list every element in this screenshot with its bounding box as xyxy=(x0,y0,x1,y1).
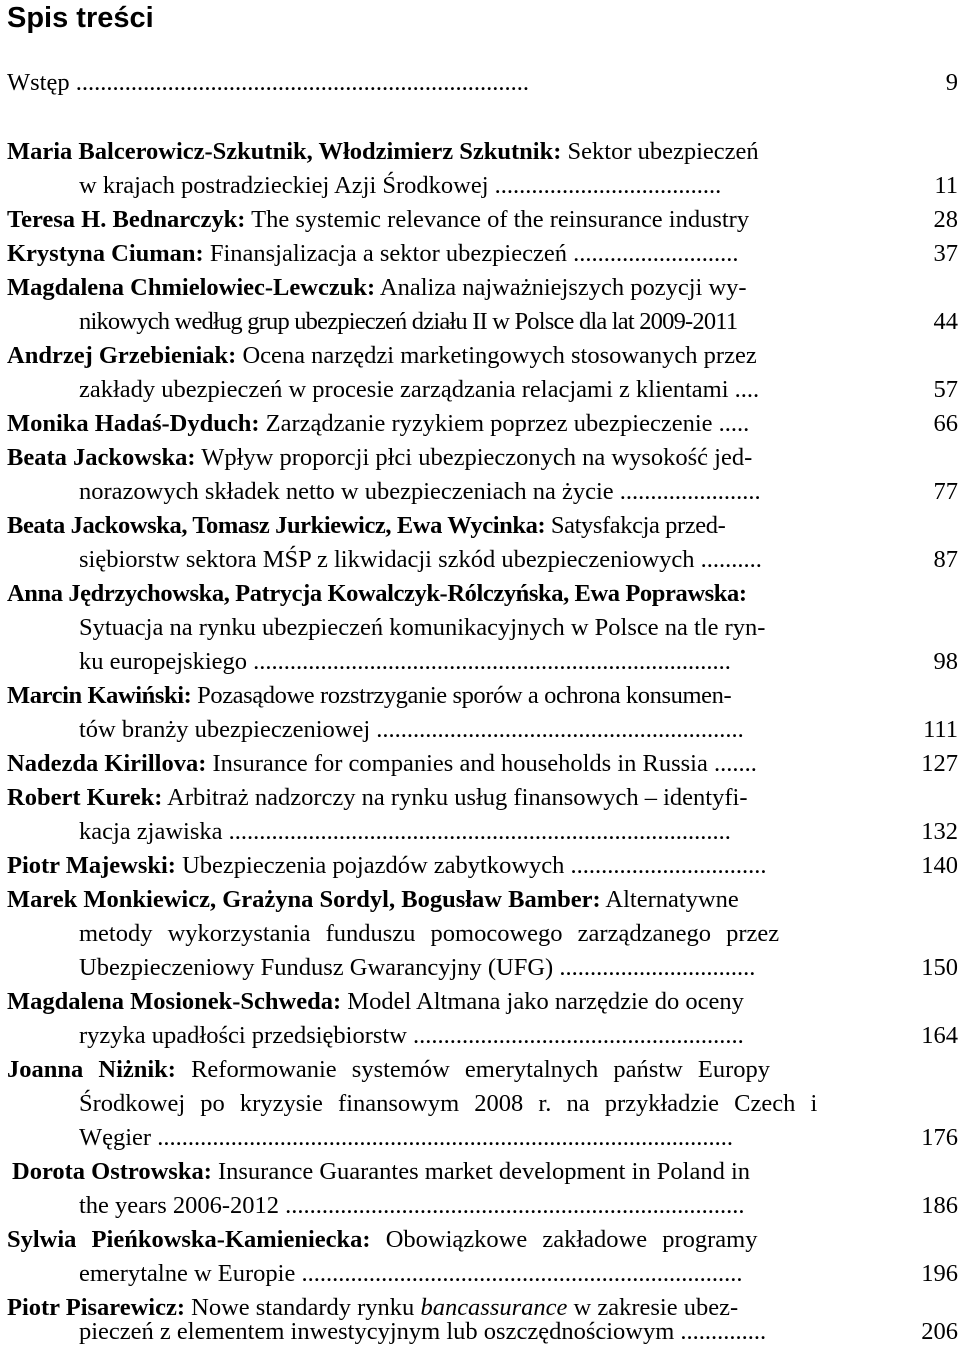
toc-entry-title: tów branży ubezpieczeniowej ............................................................ xyxy=(79,716,744,743)
toc-entry-line[interactable] xyxy=(0,747,960,781)
toc-entry-label: Wstęp .......................................................................... xyxy=(7,69,529,96)
toc-entry-title: Model Altmana jako narzędzie do oceny xyxy=(341,988,744,1015)
toc-entry-line[interactable] xyxy=(0,1019,960,1053)
toc-entry-author: Joanna Niżnik: xyxy=(7,1056,176,1083)
toc-entry-title: Zarządzanie ryzykiem poprzez ubezpieczenie ..... xyxy=(259,410,750,437)
toc-entry-author: Beata Jackowska: xyxy=(7,444,196,471)
toc-entry-author: Beata Jackowska, Tomasz Jurkiewicz, Ewa Wycinka: xyxy=(7,512,546,539)
toc-entry-title: Pozasądowe rozstrzyganie sporów a ochrona konsumen- xyxy=(191,682,732,709)
toc-entry-line[interactable] xyxy=(0,373,960,407)
toc-entry-line[interactable] xyxy=(0,1315,960,1349)
toc-page-number: 132 xyxy=(921,818,958,845)
toc-entry-title: Insurance for companies and households in Russia ....... xyxy=(206,750,757,777)
toc-page-number: 57 xyxy=(933,376,958,403)
toc-entry-line[interactable] xyxy=(0,475,960,509)
toc-entry-title: Środkowej po kryzysie finansowym 2008 r. na przykładzie Czech i xyxy=(79,1090,818,1117)
toc-entry-title: zakłady ubezpieczeń w procesie zarządzania relacjami z klientami .... xyxy=(79,376,760,403)
toc-entry-author: Piotr Majewski: xyxy=(7,852,176,879)
toc-entry-author: Magdalena Mosionek-Schweda: xyxy=(7,988,342,1015)
toc-entry-author: Marek Monkiewicz, Grażyna Sordyl, Bogusław Bamber: xyxy=(7,886,601,913)
toc-entry-line[interactable] xyxy=(0,1121,960,1155)
toc-entry-author: Anna Jędrzychowska, Patrycja Kowalczyk-Rólczyńska, Ewa Poprawska: xyxy=(7,580,747,607)
toc-entry-title: metody wykorzystania funduszu pomocowego zarządzanego przez xyxy=(79,920,780,947)
toc-page-number: 44 xyxy=(933,308,958,335)
toc-entry-line[interactable] xyxy=(0,815,960,849)
toc-entry-author: Maria Balcerowicz-Szkutnik, Włodzimierz Szkutnik: xyxy=(7,138,562,165)
toc-entry-line[interactable] xyxy=(0,203,960,237)
toc-entry-line[interactable] xyxy=(0,543,960,577)
toc-entry-line[interactable] xyxy=(0,1257,960,1291)
toc-page-number: 127 xyxy=(921,750,958,777)
toc-entry-author: Nadezda Kirillova: xyxy=(7,750,207,777)
toc-entry-title: The systemic relevance of the reinsurance industry xyxy=(245,206,750,233)
toc-entry-title: Obowiązkowe zakładowe programy xyxy=(370,1226,758,1253)
toc-page-number: 11 xyxy=(934,172,958,199)
toc-page-number: 77 xyxy=(933,478,958,505)
toc-entry-title: ku europejskiego .............................................................................. xyxy=(79,648,731,675)
toc-entry-title: ryzyka upadłości przedsiębiorstw ...................................................... xyxy=(79,1022,744,1049)
toc-entry-line[interactable] xyxy=(0,1087,960,1121)
toc-entry-author: Robert Kurek: xyxy=(7,784,163,811)
toc-entry-intro[interactable] xyxy=(0,66,960,100)
toc-entry-title: siębiorstw sektora MŚP z likwidacji szkód ubezpieczeniowych .......... xyxy=(79,546,762,573)
toc-entry-title: Arbitraż nadzorczy na rynku usług finansowych – identyfi- xyxy=(162,784,748,811)
toc-entry-line[interactable] xyxy=(0,509,960,543)
toc-entry-title: pieczeń z elementem inwestycyjnym lub oszczędnościowym .............. xyxy=(79,1318,767,1345)
toc-entry-line[interactable] xyxy=(0,645,960,679)
toc-page-number: 66 xyxy=(933,410,958,437)
toc-entry-line[interactable] xyxy=(0,135,960,169)
page-title: Spis treści xyxy=(7,2,154,34)
toc-entry-line[interactable] xyxy=(0,1053,960,1087)
toc-entry-line[interactable] xyxy=(0,1189,960,1223)
toc-page-number: 98 xyxy=(933,648,958,675)
toc-page-number: 37 xyxy=(933,240,958,267)
toc-page-number: 9 xyxy=(945,69,958,96)
toc-entry-title: w krajach postradzieckiej Azji Środkowej ..................................... xyxy=(79,172,722,199)
toc-entry-line[interactable] xyxy=(0,305,960,339)
toc-entry-line[interactable] xyxy=(0,339,960,373)
toc-page-number: 186 xyxy=(921,1192,958,1219)
toc-entry-line[interactable] xyxy=(0,849,960,883)
toc-page-number: 28 xyxy=(933,206,958,233)
toc-entry-line[interactable] xyxy=(0,951,960,985)
toc-entry-title: norazowych składek netto w ubezpieczeniach na życie ....................... xyxy=(79,478,761,505)
toc-entry-title: Alternatywne xyxy=(600,886,739,913)
toc-entry-line[interactable] xyxy=(0,679,960,713)
toc-entry-line[interactable] xyxy=(0,1155,960,1189)
toc-page-number: 196 xyxy=(921,1260,958,1287)
toc-entry-title: Wpływ proporcji płci ubezpieczonych na wysokość jed- xyxy=(195,444,753,471)
toc-entry-title: Reformowanie systemów emerytalnych państw Europy xyxy=(175,1056,771,1083)
toc-entry-line[interactable] xyxy=(0,917,960,951)
toc-entry-author: Marcin Kawiński: xyxy=(7,682,192,709)
toc-page-number: 111 xyxy=(923,716,958,743)
toc-entry-line[interactable] xyxy=(0,611,960,645)
toc-entry-line[interactable] xyxy=(0,713,960,747)
toc-entry-title: Węgier .............................................................................................. xyxy=(79,1124,733,1151)
toc-entry-author: Dorota Ostrowska: xyxy=(12,1158,212,1185)
toc-page-number: 164 xyxy=(921,1022,958,1049)
toc-entry-line[interactable] xyxy=(0,271,960,305)
toc-entry-title: Ubezpieczeniowy Fundusz Gwarancyjny (UFG) ................................ xyxy=(79,954,756,981)
toc-entry-author: Andrzej Grzebieniak: xyxy=(7,342,237,369)
toc-page-number: 150 xyxy=(921,954,958,981)
toc-page-number: 87 xyxy=(933,546,958,573)
toc-entry-title: Finansjalizacja a sektor ubezpieczeń ........................... xyxy=(203,240,739,267)
toc-entry-title: emerytalne w Europie ........................................................................ xyxy=(79,1260,743,1287)
toc-entry-line[interactable] xyxy=(0,169,960,203)
toc-entry-title: Insurance Guarantes market development in Poland in xyxy=(211,1158,751,1185)
toc-entry-title: w zakresie ubez- xyxy=(567,1294,739,1321)
toc-entry-line[interactable] xyxy=(0,407,960,441)
toc-entry-title: Analiza najważniejszych pozycji wy- xyxy=(375,274,747,301)
toc-entry-line[interactable] xyxy=(0,441,960,475)
toc-entry-line[interactable] xyxy=(0,781,960,815)
toc-entry-line[interactable] xyxy=(0,1223,960,1257)
toc-entry-line[interactable] xyxy=(0,577,960,611)
toc-entry-title: Satysfakcja przed- xyxy=(545,512,726,539)
toc-entry-title: kacja zjawiska .................................................................................. xyxy=(79,818,731,845)
toc-entry-title: Ocena narzędzi marketingowych stosowanych przez xyxy=(236,342,757,369)
toc-entry-title-italic: bancassurance xyxy=(420,1294,568,1321)
toc-page-number: 206 xyxy=(921,1318,958,1345)
toc-entry-title: Sektor ubezpieczeń xyxy=(561,138,759,165)
toc-entry-line[interactable] xyxy=(0,883,960,917)
toc-entry-title: nikowych według grup ubezpieczeń działu II w Polsce dla lat 2009-2011 xyxy=(79,308,738,335)
toc-page-number: 140 xyxy=(921,852,958,879)
toc-entry-author: Magdalena Chmielowiec-Lewczuk: xyxy=(7,274,376,301)
toc-entry-title: Nowe standardy rynku xyxy=(185,1294,421,1321)
toc-entry-author: Teresa H. Bednarczyk: xyxy=(7,206,246,233)
toc-entry-author: Krystyna Ciuman: xyxy=(7,240,204,267)
toc-entry-author: Sylwia Pieńkowska-Kamieniecka: xyxy=(7,1226,371,1253)
toc-page-number: 176 xyxy=(921,1124,958,1151)
toc-entry-title: Sytuacja na rynku ubezpieczeń komunikacyjnych w Polsce na tle ryn- xyxy=(79,614,766,641)
toc-entry-author: Monika Hadaś-Dyduch: xyxy=(7,410,260,437)
toc-entry-title: Ubezpieczenia pojazdów zabytkowych ................................ xyxy=(175,852,767,879)
toc-entry-title: the years 2006-2012 ........................................................................... xyxy=(79,1192,745,1219)
toc-entry-line[interactable] xyxy=(0,237,960,271)
toc-entry-author: Piotr Pisarewicz: xyxy=(7,1294,186,1321)
toc-entry-line[interactable] xyxy=(0,985,960,1019)
